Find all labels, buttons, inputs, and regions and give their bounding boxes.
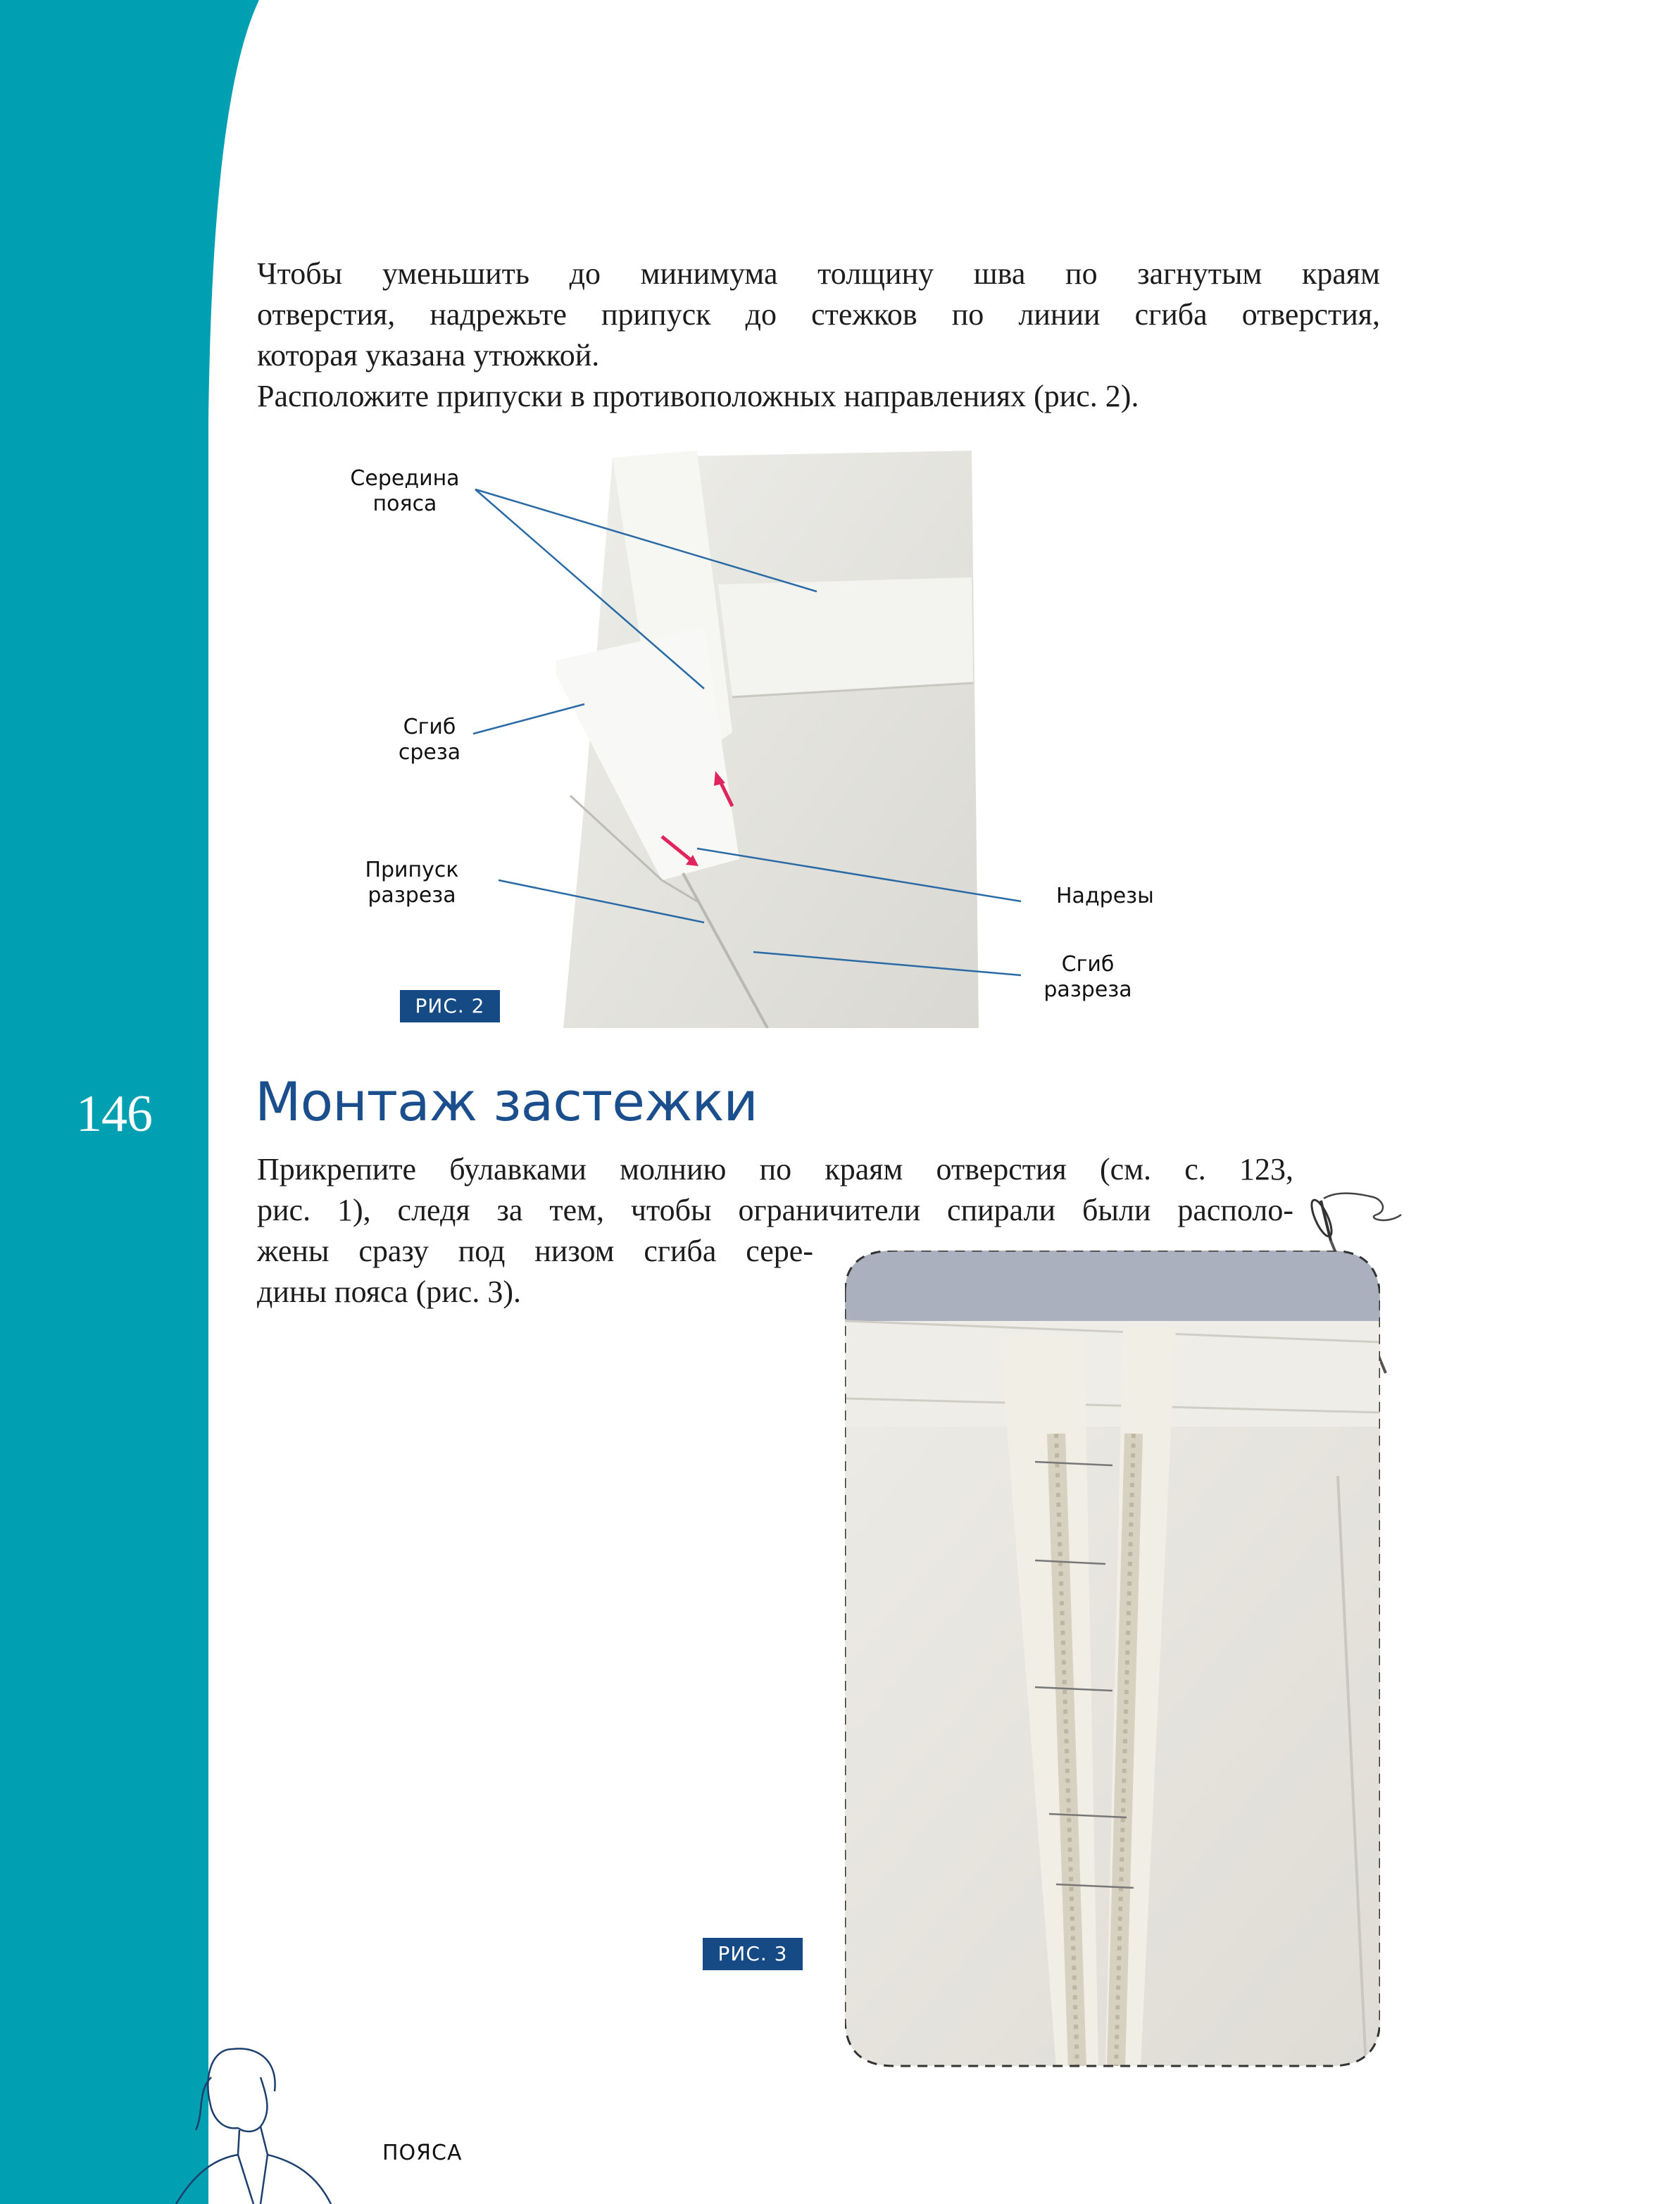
label-line: Сгиб <box>403 715 456 739</box>
label-line: среза <box>398 740 461 765</box>
label-center-waistband <box>331 466 479 517</box>
running-footer: ПОЯСА <box>382 2141 463 2165</box>
intro-line: Чтобы уменьшить до минимума толщину шва по загнутым краям <box>257 256 1380 291</box>
label-line: Середина <box>350 466 460 491</box>
page-number: 146 <box>76 1085 152 1143</box>
label-slit-allowance <box>349 858 475 908</box>
section-line: рис. 1), следя за тем, чтобы ограничители спирали были располо- <box>257 1193 1293 1227</box>
label-line: пояса <box>372 491 437 516</box>
label-line: Сгиб <box>1061 952 1115 977</box>
section-line: Прикрепите булавками молнию по краям отверстия (см. с. 123, <box>257 1152 1293 1186</box>
section-heading: Монтаж застежки <box>255 1070 758 1133</box>
label-line: разреза <box>368 883 456 908</box>
label-line: Припуск <box>365 858 459 882</box>
label-edge-fold <box>380 715 479 765</box>
section-line: дины пояса (рис. 3). <box>257 1275 521 1309</box>
figure3-photo <box>845 1251 1380 2067</box>
figure3-badge: РИС. 3 <box>703 1938 803 1970</box>
intro-line: которая указана утюжкой. <box>257 338 600 372</box>
figure2-callouts <box>0 0 1680 1056</box>
section-line: жены сразу под низом сгиба сере- <box>257 1234 813 1268</box>
woman-sketch-icon <box>155 2035 338 2204</box>
intro-line: отверстия, надрежьте припуск до стежков по линии сгиба отверстия, <box>257 297 1380 332</box>
label-slit-fold <box>1028 952 1148 1003</box>
figure2-badge: РИС. 2 <box>400 990 500 1022</box>
intro-line: Расположите припуски в противоположных направлениях (рис. 2). <box>257 379 1139 413</box>
label-line: разреза <box>1043 977 1132 1002</box>
label-notches: Надрезы <box>1056 884 1154 908</box>
